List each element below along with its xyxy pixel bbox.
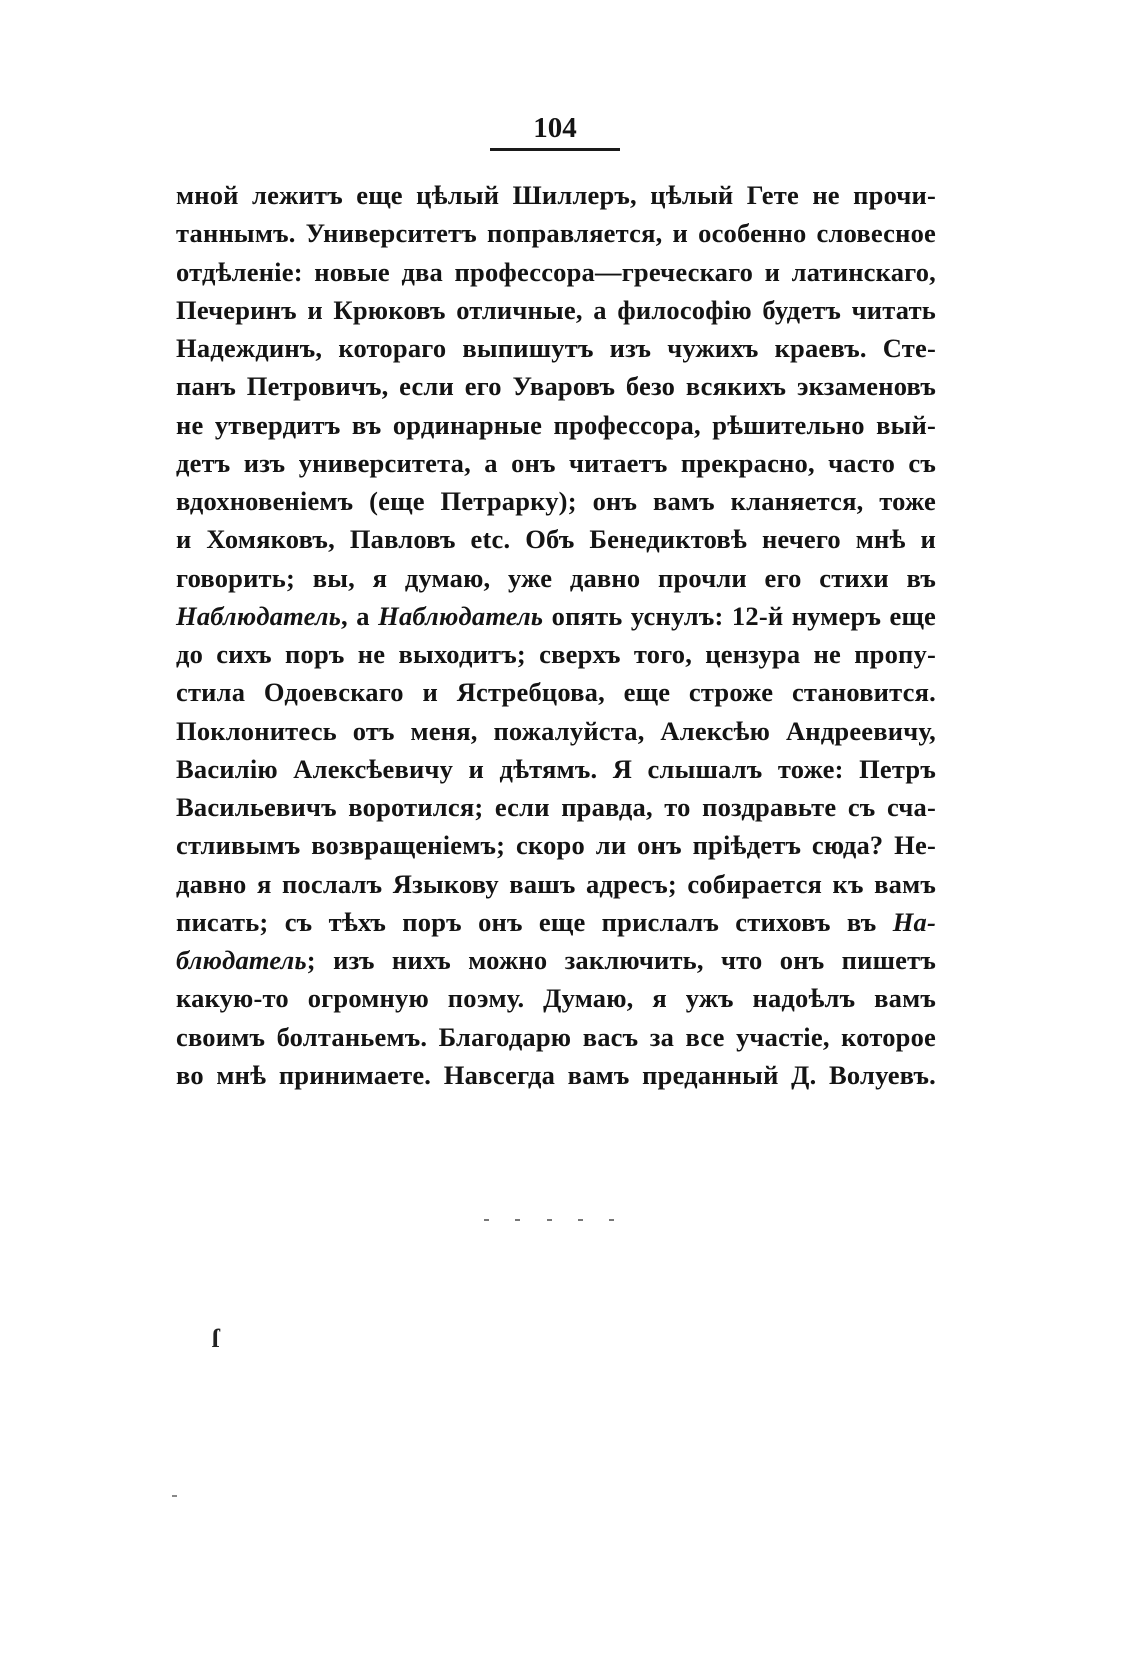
text-line: писать; съ тѣхъ поръ онъ еще прислалъ стиховъ въ На-: [176, 906, 936, 937]
text-line: и Хомяковъ, Павловъ etc. Объ Бенедиктовѣ нечего мнѣ и: [176, 524, 936, 555]
text-line: Васильевичъ воротился; если правда, то поздравьте съ сча-: [176, 792, 936, 822]
italic-title: На-: [892, 906, 936, 937]
text-line: говорить; вы, я думаю, уже давно прочли его стихи въ: [176, 562, 936, 593]
italic-title: Наблюдатель: [378, 600, 544, 631]
stray-ink-mark: ſ: [212, 1324, 220, 1353]
italic-title: блюдатель: [176, 945, 307, 975]
text-line: своимъ болтаньемъ. Благодарю васъ за все участіе, которое: [176, 1021, 936, 1052]
text-line: блюдатель; изъ нихъ можно заключить, что онъ пишетъ: [176, 945, 936, 975]
dot: [578, 1219, 583, 1221]
text-line: давно я послалъ Языкову вашъ адресъ; собирается къ вамъ: [176, 868, 936, 899]
section-dots: [484, 1210, 614, 1230]
text-line: Поклонитесь отъ меня, пожалуйста, Алексѣю Андреевичу,: [176, 715, 936, 746]
text-line: мной лежитъ еще цѣлый Шиллеръ, цѣлый Гете не прочи-: [176, 180, 936, 210]
text-line: панъ Петровичъ, если его Уваровъ безо всякихъ экзаменовъ: [176, 371, 936, 402]
dot: [547, 1219, 552, 1221]
page-number: 104: [533, 112, 577, 144]
text-line: Василію Алексѣевичу и дѣтямъ. Я слышалъ тоже: Петръ: [176, 753, 936, 784]
text-line: во мнѣ принимаете. Навсегда вамъ преданный Д. Волуевъ.: [176, 1059, 936, 1090]
text-line: какую-то огромную поэму. Думаю, я ужъ надоѣлъ вамъ: [176, 983, 936, 1014]
text-line: таннымъ. Университетъ поправляется, и особенно словесное: [176, 218, 936, 249]
dot: [515, 1219, 520, 1221]
text-line: детъ изъ университета, а онъ читаетъ прекрасно, часто съ: [176, 447, 936, 478]
text-line: не утвердитъ въ ординарные профессора, рѣшительно вый-: [176, 409, 936, 440]
text-line: до сихъ поръ не выходитъ; сверхъ того, цензура не пропу-: [176, 639, 936, 669]
letter-body: [176, 176, 936, 1094]
text-line: отдѣленіе: новые два профессора—греческаго и латинскаго,: [176, 256, 936, 287]
text-line: Наблюдатель, а Наблюдатель опять уснулъ: 12-й нумеръ еще: [176, 600, 936, 631]
text-line: Надеждинъ, котораго выпишутъ изъ чужихъ краевъ. Сте-: [176, 333, 936, 363]
text-line: стливымъ возвращеніемъ; скоро ли онъ пріѣдетъ сюда? Не-: [176, 830, 936, 861]
ink-speck: [172, 1495, 177, 1497]
page-number-rule: [490, 148, 620, 151]
dot: [609, 1219, 614, 1221]
text-line: Печеринъ и Крюковъ отличные, а философію будетъ читать: [176, 294, 936, 325]
dot: [484, 1219, 489, 1221]
text-line: стила Одоевскаго и Ястребцова, еще строже становится.: [176, 677, 936, 708]
italic-title: Наблюдатель: [176, 600, 342, 631]
text-line: вдохновеніемъ (еще Петрарку); онъ вамъ кланяется, тоже: [176, 486, 936, 516]
